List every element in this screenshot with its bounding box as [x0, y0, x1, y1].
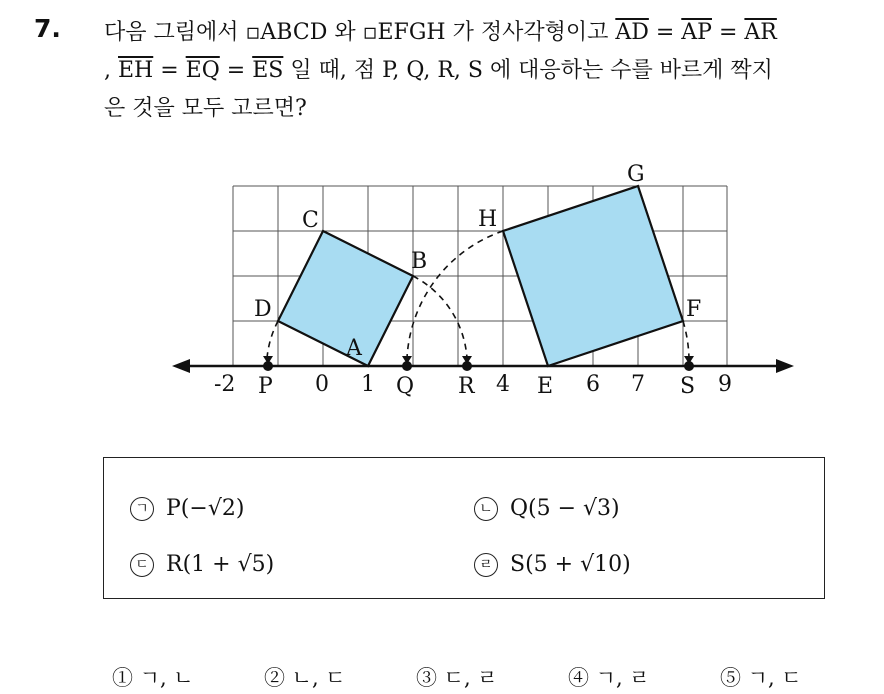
answer-choice-3[interactable]: ③ ㄷ, ㄹ	[416, 666, 498, 690]
axis-label-0: 0	[315, 372, 329, 397]
option-3	[130, 552, 274, 577]
option-text: Q(5 − √3)	[510, 496, 620, 521]
option-text: P(−√2)	[166, 496, 245, 521]
option-1	[130, 496, 244, 521]
options-box	[103, 457, 825, 599]
point-label-e: E	[537, 374, 554, 399]
answer-choice-5[interactable]: ⑤ ㄱ, ㄷ	[720, 666, 802, 690]
point-r-dot	[462, 361, 472, 371]
axis-label-minus2: -2	[214, 372, 236, 397]
axis-label-6: 6	[586, 372, 600, 397]
axis-label-1: 1	[361, 372, 375, 397]
arc-arrowheads	[263, 356, 694, 364]
point-q-dot	[402, 361, 412, 371]
option-4	[474, 552, 631, 577]
vertex-label-d: D	[254, 297, 272, 322]
vertex-label-a: A	[346, 336, 362, 361]
answer-choice-1[interactable]: ① ㄱ, ㄴ	[112, 666, 194, 690]
option-mark: ㄹ	[474, 553, 498, 577]
option-mark: ㄷ	[130, 553, 154, 577]
axis-label-9: 9	[718, 372, 732, 397]
point-label-r: R	[458, 374, 475, 399]
point-label-q: Q	[396, 374, 415, 399]
option-2	[474, 496, 620, 521]
question-text	[104, 14, 864, 128]
option-text: S(5 + √10)	[510, 552, 631, 577]
option-text: R(1 + √5)	[166, 552, 275, 577]
vertex-label-h: H	[478, 207, 498, 232]
vertex-label-c: C	[302, 208, 319, 233]
question-line-1: 다음 그림에서 ▫ABCD 와 ▫EFGH 가 정사각형이고 $\overline{AD} = \overline{AP} = \overline{AR}$	[104, 20, 777, 45]
vertex-label-b: B	[411, 249, 428, 274]
point-label-s: S	[680, 374, 696, 399]
axis-arrow-left	[172, 359, 190, 373]
vertex-label-f: F	[686, 297, 702, 322]
axis-label-4: 4	[496, 372, 510, 397]
question-line-2: , $\overline{EH} = \overline{EQ} = \overline{ES}$ 일 때, 점 P, Q, R, S 에 대응하는 수를 바르게 짝지	[104, 58, 773, 83]
axis-label-7: 7	[631, 372, 645, 397]
point-p-dot	[263, 361, 273, 371]
point-label-p: P	[258, 374, 273, 399]
option-mark: ㄴ	[474, 497, 498, 521]
square-efgh	[503, 186, 683, 366]
question-line-3: 은 것을 모두 고르면?	[104, 96, 307, 121]
answer-choice-2[interactable]: ② ㄴ, ㄷ	[264, 666, 346, 690]
vertex-label-g: G	[627, 162, 645, 187]
question-number: 7.	[34, 14, 61, 43]
point-s-dot	[684, 361, 694, 371]
answer-choice-4[interactable]: ④ ㄱ, ㄹ	[568, 666, 650, 690]
number-line-figure	[160, 150, 820, 410]
option-mark: ㄱ	[130, 497, 154, 521]
axis-arrow-right	[776, 359, 794, 373]
